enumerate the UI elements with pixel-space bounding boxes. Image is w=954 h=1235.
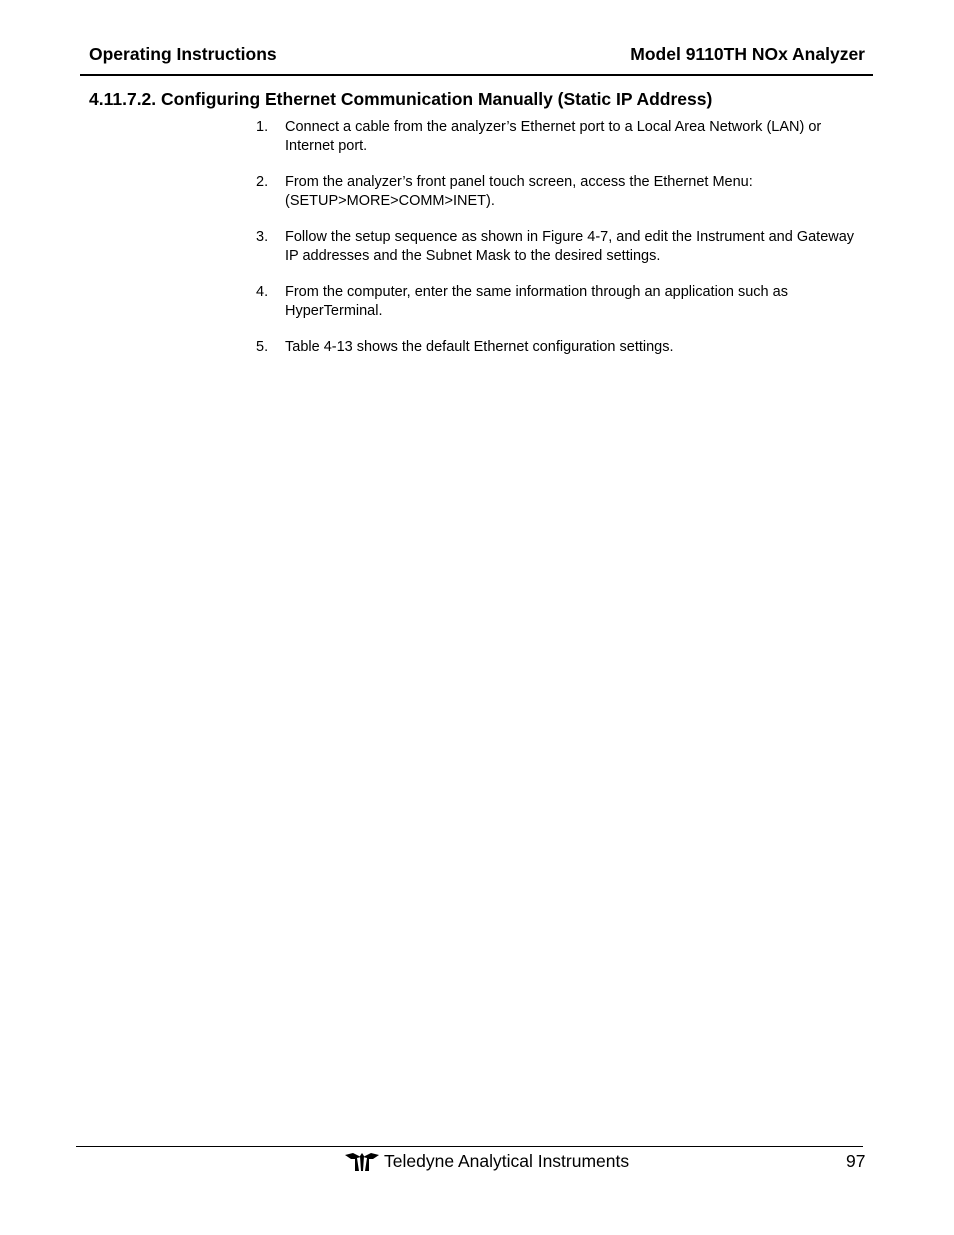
step-number: 1.	[256, 119, 269, 135]
list-item	[256, 228, 866, 265]
footer-divider	[76, 1146, 863, 1147]
step-text: From the analyzer’s front panel touch screen, access the Ethernet Menu: (SETUP>MORE>COMM>INET).	[285, 174, 753, 209]
step-number: 2.	[256, 174, 269, 190]
list-item	[256, 173, 866, 210]
header-model: Model 9110TH NOx Analyzer	[630, 44, 865, 64]
section-heading: 4.11.7.2. Configuring Ethernet Communication Manually (Static IP Address)	[89, 89, 713, 109]
list-item	[256, 118, 866, 155]
teledyne-logo-icon	[345, 1152, 379, 1172]
step-text: Follow the setup sequence as shown in Figure 4-7, and edit the Instrument and Gateway IP addresses and the Subnet Mask to the desired settings.	[285, 229, 855, 264]
header-title: Operating Instructions	[89, 44, 277, 64]
list-item	[256, 338, 866, 357]
step-text: Table 4-13 shows the default Ethernet configuration settings.	[285, 339, 674, 355]
header-divider	[80, 74, 873, 76]
step-number: 3.	[256, 229, 269, 245]
step-number: 4.	[256, 284, 269, 300]
footer-company: Teledyne Analytical Instruments	[384, 1151, 630, 1171]
step-text: Connect a cable from the analyzer’s Ethernet port to a Local Area Network (LAN) or Internet port.	[285, 119, 822, 154]
instruction-list	[256, 118, 866, 375]
step-number: 5.	[256, 339, 269, 355]
list-item	[256, 283, 866, 320]
step-text: From the computer, enter the same information through an application such as HyperTerminal.	[285, 284, 788, 319]
page-number: 97	[846, 1151, 866, 1171]
